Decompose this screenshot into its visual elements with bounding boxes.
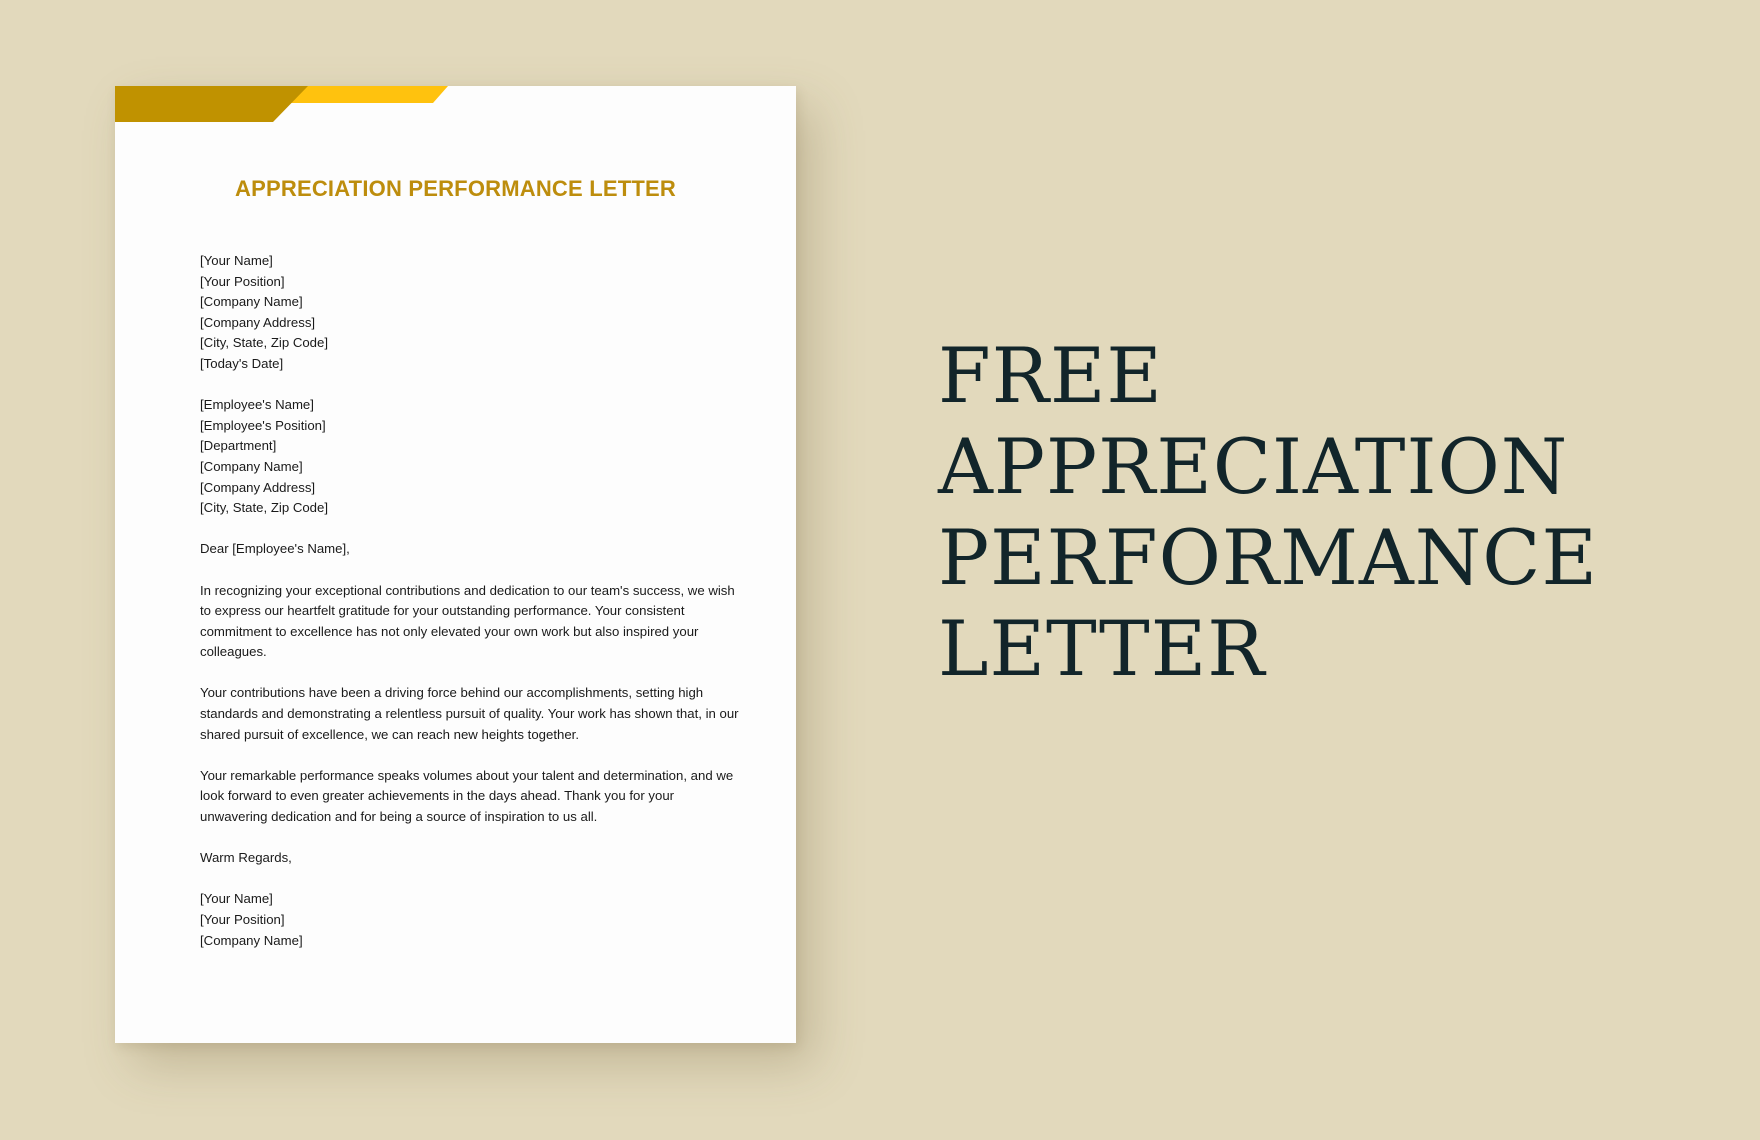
- salutation: Dear [Employee's Name],: [200, 541, 350, 557]
- headline-line-3: PERFORMANCE: [938, 513, 1598, 602]
- headline-line-2: APPRECIATION: [938, 422, 1569, 511]
- sender-name: [Your Name]: [200, 253, 273, 268]
- recipient-position: [Employee's Position]: [200, 417, 326, 433]
- signature-position: [Your Position]: [200, 912, 285, 927]
- headline-line-1: FREE: [938, 331, 1163, 420]
- sender-city-state-zip: [City, State, Zip Code]: [200, 335, 329, 351]
- recipient-company: [Company Name]: [200, 458, 303, 474]
- letter-body: [200, 251, 745, 972]
- signature-block: [200, 889, 745, 951]
- letter-title: APPRECIATION PERFORMANCE LETTER: [235, 176, 676, 201]
- recipient-company-address: [Company Address]: [200, 479, 316, 495]
- sender-address-block: [200, 251, 745, 375]
- recipient-city-state-zip: [City, State, Zip Code]: [200, 500, 329, 516]
- body-paragraph-1: In recognizing your exceptional contributions and dedication to our team's success, we wish to express our heartfelt gratitude for your outstanding performance. Your consistent commitment to excellence has not only elevated your own work but also inspired your colleagues.: [200, 582, 735, 660]
- sender-position: [Your Position]: [200, 273, 285, 289]
- letter-page: [115, 86, 796, 1043]
- promo-headline: [938, 330, 1718, 694]
- recipient-department: [Department]: [200, 438, 277, 454]
- signature-name: [Your Name]: [200, 891, 273, 907]
- body-paragraph-3: Your remarkable performance speaks volumes about your talent and determination, and we look forward to even greater achievements in the days ahead. Thank you for your unwavering dedication and for being a source of inspiration to us all.: [200, 767, 734, 825]
- closing: Warm Regards,: [200, 850, 292, 866]
- accent-stripe-dark: [115, 86, 308, 122]
- sender-company-address: [Company Address]: [200, 314, 316, 330]
- sender-company: [Company Name]: [200, 294, 303, 310]
- recipient-name: [Employee's Name]: [200, 397, 314, 413]
- signature-company: [Company Name]: [200, 932, 303, 948]
- body-paragraph-2: Your contributions have been a driving force behind our accomplishments, setting high standards and demonstrating a relentless pursuit of quality. Your work has shown that, in our shared pursuit of excellence, we can reach new heights together.: [200, 685, 739, 742]
- headline-line-4: LETTER: [938, 604, 1266, 693]
- recipient-address-block: [200, 395, 745, 519]
- corner-accent-graphic: [115, 86, 455, 126]
- letter-date: [Today's Date]: [200, 355, 284, 371]
